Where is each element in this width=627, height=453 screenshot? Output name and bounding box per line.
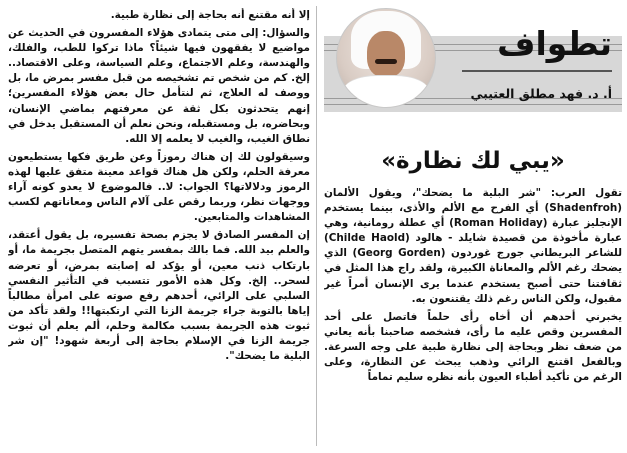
column-header	[324, 4, 622, 114]
paragraph: تقول العرب: "شر البلية ما يضحك"، ويقول الألمان (Shadenfroh) أي الفرح مع الألم والأذى، بينما يستخدم الإنجليز عبارة (Roman Holiday) أي عطلة رومانية، وهي عبارة مأخوذة من قصيدة شايلد - هالود (Childe Haold) للشاعر البريطاني جورج غوردون (Georg Gorden) الذي يضحك رغم الألم والمعاناة الكبيرة، ولقد راج هذا المثل في ثقافتنا حتى أصبح يستخدم عندما يرى الإنسان أمراً غير مقبول، ولكن الناس رغم ذلك يقتنعون به.	[324, 187, 622, 305]
paragraph: والسؤال: إلى متى يتمادى هؤلاء المفسرون في الحديث عن مواضيع لا يفقهون فيها شيئاً؟ ماذا تركوا للطب، والفلك، والهندسة، وعلم الاجتماع، وعلم السياسة، وعلى الاقتصاد.. إلخ. كم من شخص تم تشخيصه من قبل مفسر بمرض ما، بل ووصف له العلاج، ثم لنتأمل حال بعض هؤلاء المفسرين؛ إنهم يتحدثون بكل ثقة عن معرفتهم بماضي الإنسان، وبحاضره، بل ومستقبله، ونحن نعلم أن المستقبل يدخل في نطاق الغيب، والغيب لا يعلمه إلا الله.	[8, 27, 310, 145]
paragraph: يخبرني أحدهم أن أخاه رأى حلماً فاتصل على أحد المفسرين وقص عليه ما رأى، فشخصه صاحبنا بأنه يعاني من ضعف نظر وبحاجة إلى نظارة طبية على وجه السرعة. وبالفعل اقتنع الرائي وذهب يبحث عن النظارة، وعلى الرغم من تأكيد أطباء العيون بأنه نظره سليم تماماً	[324, 310, 622, 384]
paragraph: إن المفسر الصادق لا يجزم بصحة تفسيره، بل يقول أعتقد، والعلم بيد الله. فما بالك بمفسر يتهم المتصل بجريمة ما، أو بارتكاب ذنب معين، أو يؤكد له إصابته بمرض، أو تعرضه لسحر.. إلخ. وكل هذه الأمور تتسبب في التأثير النفسي السلبي على الرائي، أحدهم رفع صوته على امرأة مطالباً إياها بالتوبة جراء جريمة الزنا التي ارتكبتها!! ولقد تأكد من ثبوت هذه الجريمة بسبب مكالمة وحلم، ألم يعلم أن ثبوت جريمة الزنا في الإسلام بحاجة إلى أربعة شهود! "إن شر البلية ما يضحك".	[8, 229, 310, 363]
author-name: أ. د. فهد مطلق العتيبي	[470, 86, 612, 101]
article-body-right-column	[324, 186, 622, 448]
column-title: تطواف	[497, 24, 612, 63]
author-photo	[336, 8, 436, 108]
paragraph: وسيقولون لك إن هناك رموزاً وعن طريق فكها يستطيعون معرفة الحلم، ولكن هل هناك قواعد معينة متفق عليها لهذه الرموز ودلالاتها؟ الجواب: لا.. فالموضوع لا يعدو كونه آراء ووجهات نظر، وربما رقص على آلام الناس ومعاناتهم لكسب المشاهدات والمتابعين.	[8, 150, 310, 224]
paragraph: إلا أنه مقتنع أنه بحاجة إلى نظارة طبية.	[110, 9, 310, 21]
article-body-left-column	[8, 8, 310, 448]
article-headline: «يبي لك نظارة»	[381, 148, 565, 174]
column-divider	[316, 6, 317, 446]
title-rule	[462, 70, 612, 72]
